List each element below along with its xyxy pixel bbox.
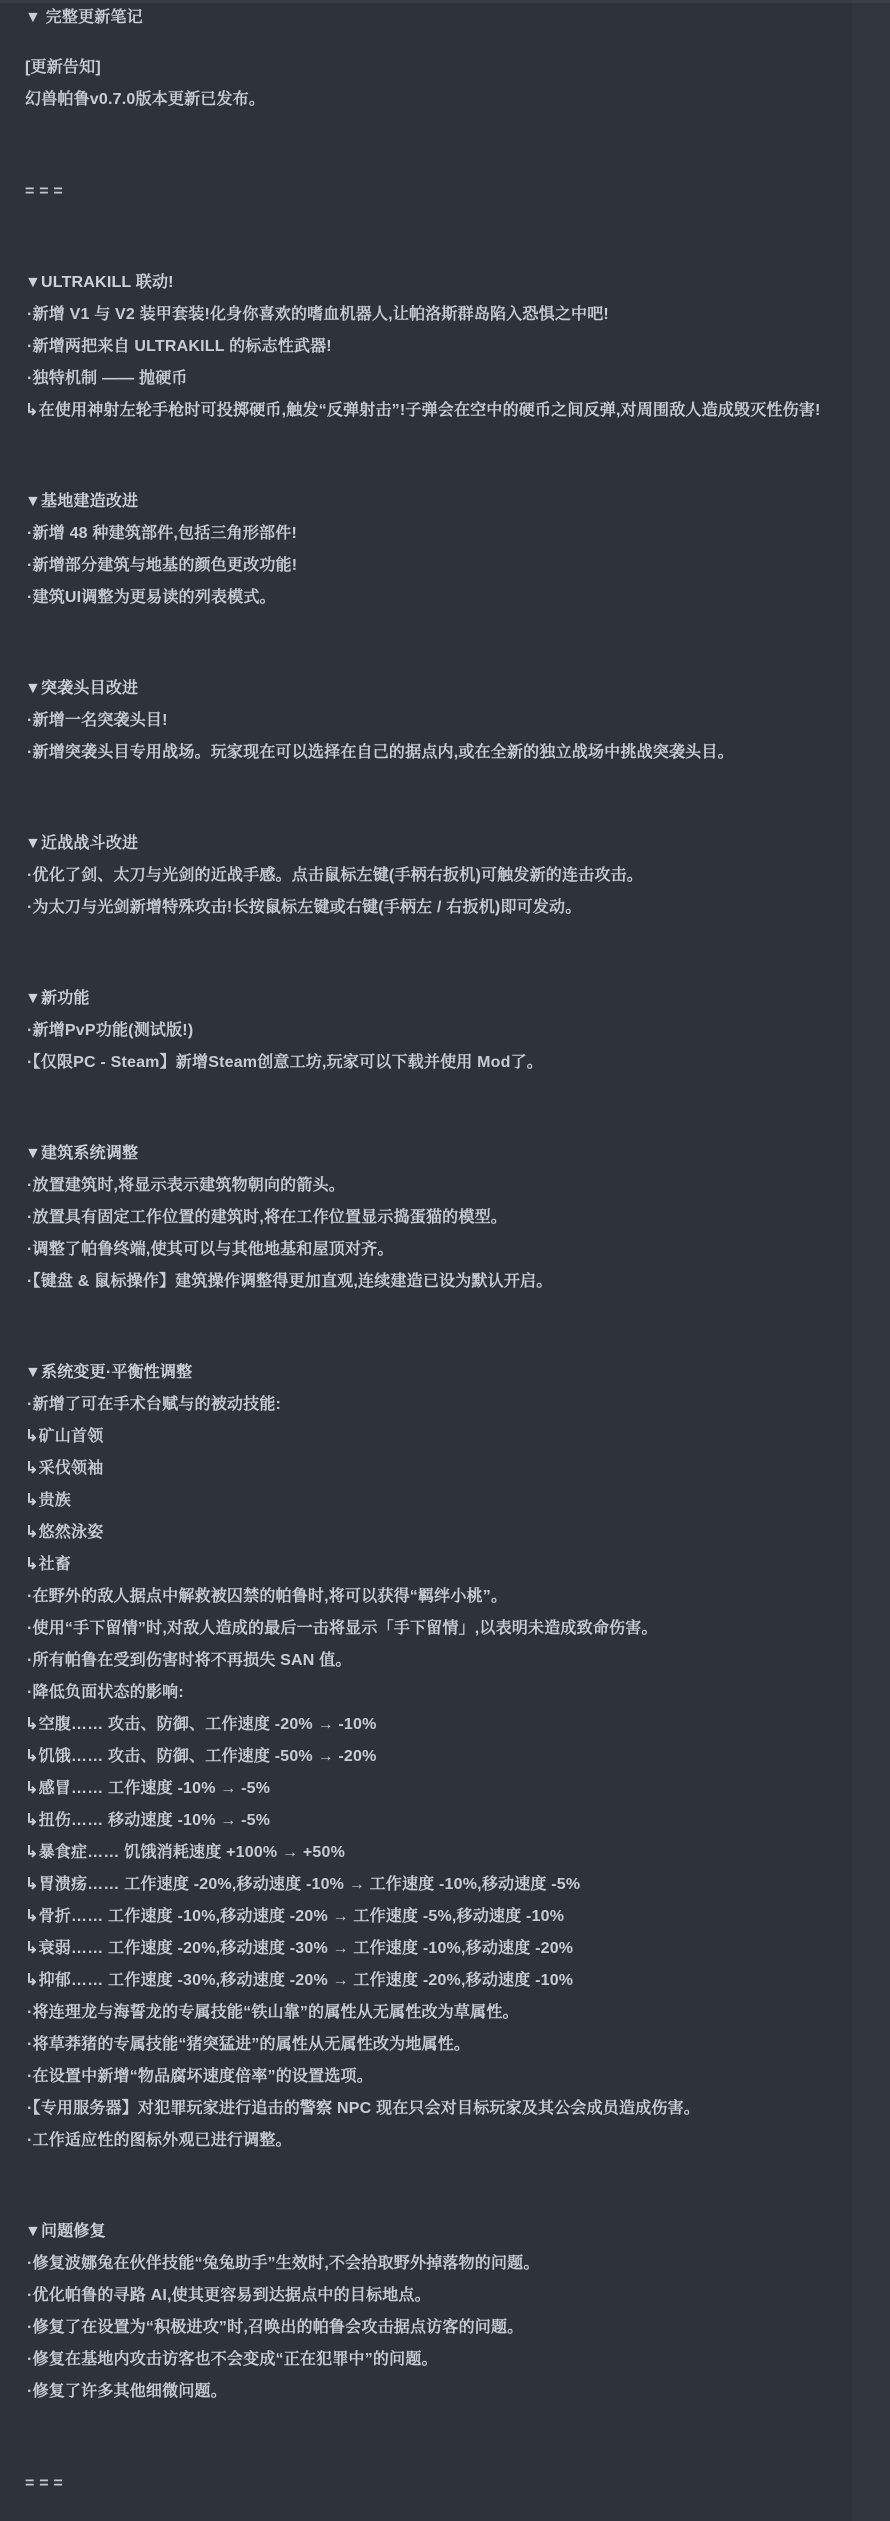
separator-top: = = = [25, 183, 63, 200]
note-subitem: ↳骨折…… 工作速度 -10%,移动速度 -20% → 工作速度 -5%,移动速度 -10% [25, 1908, 565, 1925]
note-subitem: ↳空腹…… 攻击、防御、工作速度 -20% → -10% [25, 1716, 377, 1733]
note-item: ·【仅限PC - Steam】新增Steam创意工坊,玩家可以下载并使用 Mod了。 [27, 1054, 543, 1071]
note-subitem: ↳感冒…… 工作速度 -10% → -5% [25, 1780, 271, 1797]
note-subitem: ↳扭伤…… 移动速度 -10% → -5% [25, 1812, 271, 1829]
note-item: ·新增 48 种建筑部件,包括三角形部件! [27, 525, 297, 542]
note-item: ·修复在基地内攻击访客也不会变成“正在犯罪中”的问题。 [27, 2351, 438, 2368]
note-item: ·【专用服务器】对犯罪玩家进行追击的警察 NPC 现在只会对目标玩家及其公会成员造成伤害。 [27, 2100, 701, 2117]
note-subitem: ↳饥饿…… 攻击、防御、工作速度 -50% → -20% [25, 1748, 377, 1765]
section [25, 2164, 880, 2401]
note-item: ·新增两把来自 ULTRAKILL 的标志性武器! [27, 338, 332, 355]
section-title: ▼问题修复 [25, 2223, 106, 2240]
section [25, 434, 880, 607]
notice-label: [更新告知] [25, 59, 101, 76]
note-item: ·在野外的敌人据点中解救被囚禁的帕鲁时,将可以获得“羁绊小桃”。 [27, 1588, 508, 1605]
note-item: ·将草莽猪的专属技能“猪突猛进”的属性从无属性改为地属性。 [27, 2036, 471, 2053]
sections-container [25, 215, 880, 2401]
note-item: ·修复波娜兔在伙伴技能“兔兔助手”生效时,不会拾取野外掉落物的问题。 [27, 2255, 540, 2272]
note-item: ·放置建筑时,将显示表示建筑物朝向的箭头。 [27, 1177, 345, 1194]
note-subitem: ↳暴食症…… 饥饿消耗速度 +100% → +50% [25, 1844, 346, 1861]
section [25, 931, 880, 1072]
note-subitem: ↳采伐领袖 [25, 1460, 104, 1477]
note-item: ·新增PvP功能(测试版!) [27, 1022, 194, 1039]
note-item: ·优化帕鲁的寻路 AI,使其更容易到达据点中的目标地点。 [27, 2287, 431, 2304]
note-item: ·修复了许多其他细微问题。 [27, 2383, 227, 2400]
section-title: ▼基地建造改进 [25, 493, 139, 510]
section-title: ▼近战战斗改进 [25, 835, 139, 852]
note-item: ·为太刀与光剑新增特殊攻击!长按鼠标左键或右键(手柄左 / 右扳机)即可发动。 [27, 899, 582, 916]
note-item: ·在设置中新增“物品腐坏速度倍率”的设置选项。 [27, 2068, 373, 2085]
note-item: ·新增 V1 与 V2 装甲套装!化身你喜欢的嗜血机器人,让帕洛斯群岛陷入恐惧之中吧! [27, 306, 609, 323]
note-item: ·所有帕鲁在受到伤害时将不再损失 SAN 值。 [27, 1652, 352, 1669]
note-item: ·新增部分建筑与地基的颜色更改功能! [27, 557, 298, 574]
section [25, 215, 880, 420]
note-subitem: ↳悠然泳姿 [25, 1524, 104, 1541]
section-title: ▼ULTRAKILL 联动! [25, 274, 174, 291]
note-item: ·新增一名突袭头目! [27, 712, 168, 729]
note-subitem: ↳衰弱…… 工作速度 -20%,移动速度 -30% → 工作速度 -10%,移动速度 -20% [25, 1940, 574, 1957]
note-item: ·使用“手下留情”时,对敌人造成的最后一击将显示「手下留情」,以表明未造成致命伤害。 [27, 1620, 658, 1637]
note-item: ·修复了在设置为“积极进攻”时,召唤出的帕鲁会攻击据点访客的问题。 [27, 2319, 524, 2336]
note-item: ·【键盘 & 鼠标操作】建筑操作调整得更加直观,连续建造已设为默认开启。 [27, 1273, 553, 1290]
note-subitem: ↳贵族 [25, 1492, 72, 1509]
note-item: ·新增突袭头目专用战场。玩家现在可以选择在自己的据点内,或在全新的独立战场中挑战突袭头目。 [27, 744, 734, 761]
notice-body: 幻兽帕鲁v0.7.0版本更新已发布。 [25, 91, 266, 108]
note-subitem: ↳矿山首领 [25, 1428, 104, 1445]
note-item: ·优化了剑、太刀与光剑的近战手感。点击鼠标左键(手柄右扳机)可触发新的连击攻击。 [27, 867, 643, 884]
note-item: ·放置具有固定工作位置的建筑时,将在工作位置显示捣蛋猫的模型。 [27, 1209, 507, 1226]
note-subitem: ↳胃溃疡…… 工作速度 -20%,移动速度 -10% → 工作速度 -10%,移动速度 -5% [25, 1876, 581, 1893]
note-subitem: ↳社畜 [25, 1556, 72, 1573]
note-item: ·工作适应性的图标外观已进行调整。 [27, 2132, 292, 2149]
section-title: ▼建筑系统调整 [25, 1145, 139, 1162]
note-item: ·建筑UI调整为更易读的列表模式。 [27, 589, 276, 606]
note-subitem: ↳在使用神射左轮手枪时可投掷硬币,触发“反弹射击”!子弹会在空中的硬币之间反弹,对周围敌人造成毁灭性伤害! [25, 402, 821, 419]
section [25, 1305, 880, 2150]
full-update-notes-toggle[interactable]: ▼ 完整更新笔记 [25, 9, 143, 26]
section [25, 621, 880, 762]
section [25, 776, 880, 917]
separator-bottom: = = = [25, 2475, 63, 2492]
note-item: ·降低负面状态的影响: [27, 1684, 184, 1701]
note-item: ·新增了可在手术台赋与的被动技能: [27, 1396, 282, 1413]
section-title: ▼新功能 [25, 990, 90, 1007]
section-title: ▼突袭头目改进 [25, 680, 139, 697]
note-item: ·调整了帕鲁终端,使其可以与其他地基和屋顶对齐。 [27, 1241, 394, 1258]
note-subitem: ↳抑郁…… 工作速度 -30%,移动速度 -20% → 工作速度 -20%,移动速度 -10% [25, 1972, 574, 1989]
section-title: ▼系统变更·平衡性调整 [25, 1364, 193, 1381]
note-item: ·将连理龙与海誓龙的专属技能“铁山靠”的属性从无属性改为草属性。 [27, 2004, 519, 2021]
section [25, 1086, 880, 1291]
note-item: ·独特机制 —— 抛硬币 [27, 370, 188, 387]
